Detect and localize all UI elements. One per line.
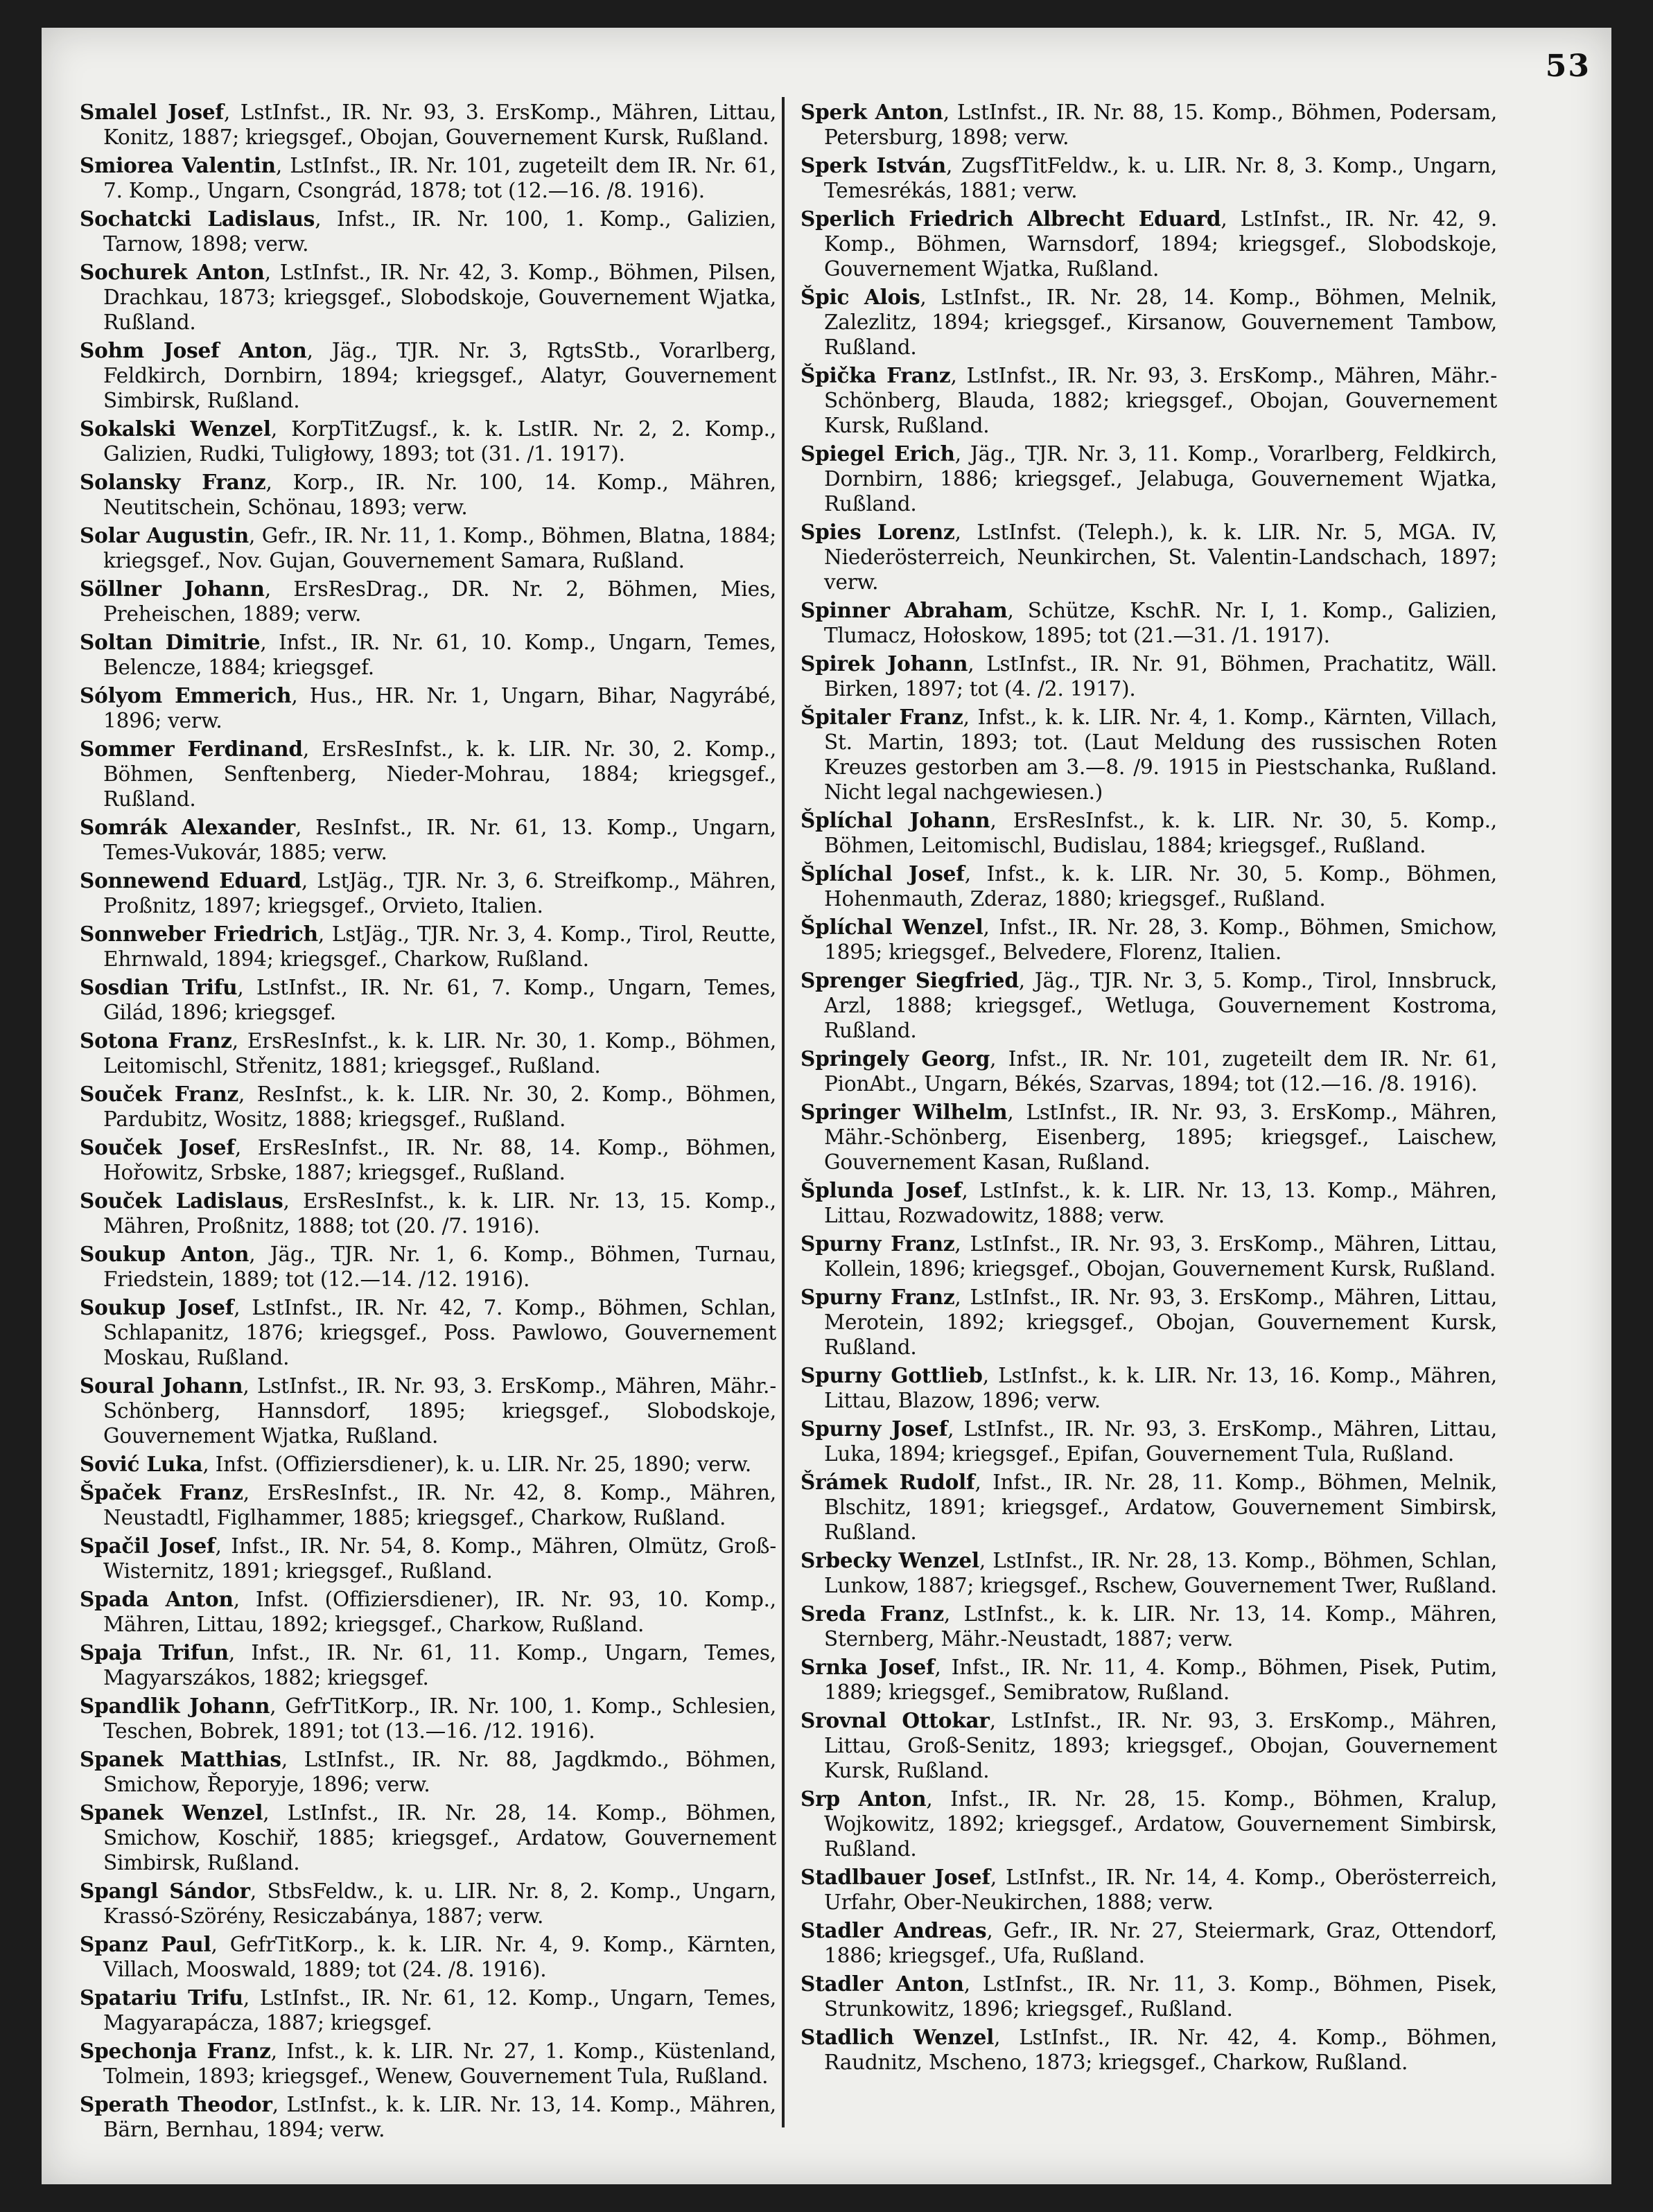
- list-entry: [801, 968, 1497, 1043]
- entry-name: Sólyom Emmerich: [80, 683, 292, 708]
- list-entry: [80, 100, 776, 150]
- entry-name: Söllner Johann: [80, 577, 265, 601]
- entry-details: , LstInfst., IR. Nr. 28, 14. Komp., Böhmen, Melnik, Zalezlitz, 1894; kriegsgef., Kirsanow, Gouvernement Tambow, Rußland.: [824, 286, 1497, 359]
- entry-details: , ErsResInfst., IR. Nr. 42, 8. Komp., Mähren, Neustadtl, Figlhammer, 1885; kriegsgef., Charkow, Rußland.: [103, 1481, 776, 1529]
- list-entry: [801, 651, 1497, 701]
- entry-name: Souček Franz: [80, 1082, 239, 1106]
- entry-name: Sonnewend Eduard: [80, 868, 301, 893]
- entry-name: Smiorea Valentin: [80, 153, 276, 177]
- column-left: [80, 100, 776, 2145]
- entry-name: Soukup Josef: [80, 1295, 234, 1319]
- list-entry: [80, 1295, 776, 1370]
- entry-name: Srp Anton: [801, 1787, 927, 1811]
- entry-name: Spurny Franz: [801, 1231, 955, 1256]
- list-entry: [80, 1879, 776, 1929]
- entry-name: Stadler Andreas: [801, 1918, 987, 1942]
- entry-name: Sochatcki Ladislaus: [80, 207, 315, 231]
- list-entry: [80, 260, 776, 335]
- column-right: [801, 100, 1497, 2078]
- entry-name: Srnka Josef: [801, 1655, 935, 1679]
- entry-name: Soukup Anton: [80, 1242, 250, 1266]
- entry-details: , ErsResInfst., IR. Nr. 88, 14. Komp., Böhmen, Hořowitz, Srbske, 1887; kriegsgef., Rußland.: [103, 1136, 776, 1184]
- entry-details: , Infst., IR. Nr. 61, 11. Komp., Ungarn, Temes, Magyarszákos, 1882; kriegsgef.: [103, 1641, 776, 1689]
- entry-details: , Gefr., IR. Nr. 27, Steiermark, Graz, Ottendorf, 1886; kriegsgef., Ufa, Rußland.: [824, 1919, 1497, 1967]
- entry-details: , Infst. (Offiziersdiener), k. u. LIR. Nr. 25, 1890; verw.: [202, 1452, 752, 1476]
- entry-name: Spurny Josef: [801, 1416, 948, 1441]
- entry-name: Šrámek Rudolf: [801, 1470, 975, 1494]
- entry-name: Souček Josef: [80, 1135, 235, 1159]
- entry-name: Smalel Josef: [80, 100, 224, 124]
- entry-name: Sotona Franz: [80, 1028, 232, 1053]
- entry-details: , Infst., IR. Nr. 61, 10. Komp., Ungarn, Temes, Belencze, 1884; kriegsgef.: [103, 631, 776, 679]
- entry-name: Spanz Paul: [80, 1932, 211, 1956]
- list-entry: [80, 868, 776, 918]
- entry-name: Spada Anton: [80, 1587, 234, 1611]
- entry-name: Srovnal Ottokar: [801, 1708, 990, 1732]
- entry-details: , Infst., IR. Nr. 100, 1. Komp., Galizien, Tarnow, 1898; verw.: [103, 207, 776, 256]
- list-entry: [801, 1601, 1497, 1651]
- entry-name: Souček Ladislaus: [80, 1188, 283, 1213]
- entry-details: , Infst. (Offiziersdiener), IR. Nr. 93, 10. Komp., Mähren, Littau, 1892; kriegsgef., Charkow, Rußland.: [103, 1588, 776, 1636]
- list-entry: [801, 1178, 1497, 1228]
- list-entry: [80, 1694, 776, 1744]
- entry-name: Spurny Franz: [801, 1285, 955, 1309]
- list-entry: [801, 100, 1497, 150]
- list-entry: [801, 1787, 1497, 1861]
- entry-name: Spies Lorenz: [801, 520, 955, 544]
- entry-details: , LstInfst., IR. Nr. 93, 3. ErsKomp., Mähren, Littau, Groß-Senitz, 1893; kriegsgef., Obojan, Gouvernement Kursk, Rußland.: [824, 1709, 1497, 1782]
- list-entry: [80, 2039, 776, 2089]
- entry-details: , Jäg., TJR. Nr. 3, RgtsStb., Vorarlberg, Feldkirch, Dornbirn, 1894; kriegsgef., Alatyr, Gouvernement Simbirsk, Rußland.: [103, 339, 777, 412]
- entry-details: , Infst., IR. Nr. 54, 8. Komp., Mähren, Olmütz, Groß-Wisternitz, 1891; kriegsgef., Rußland.: [103, 1534, 776, 1583]
- entry-details: , LstInfst., IR. Nr. 91, Böhmen, Prachatitz, Wäll. Birken, 1897; tot (4. /2. 1917).: [824, 652, 1497, 701]
- entry-name: Sonnweber Friedrich: [80, 922, 318, 946]
- entry-details: , Infst., k. k. LIR. Nr. 4, 1. Komp., Kärnten, Villach, St. Martin, 1893; tot. (Laut Meldung des russischen Roten Kreuzes gestorben am 3.—8. /9. 1915 in Piestschanka, Rußland. Nicht legal nachgewiesen.): [824, 705, 1498, 804]
- entry-name: Špitaler Franz: [801, 705, 963, 729]
- entry-name: Spechonja Franz: [80, 2039, 271, 2063]
- entry-details: , LstInfst., IR. Nr. 93, 3. ErsKomp., Mähren, Mähr.-Schönberg, Blauda, 1882; kriegsgef., Obojan, Gouvernement Kursk, Rußland.: [824, 364, 1497, 437]
- entry-name: Somrák Alexander: [80, 815, 296, 839]
- entry-name: Sohm Josef Anton: [80, 338, 307, 362]
- entry-details: , StbsFeldw., k. u. LIR. Nr. 8, 2. Komp., Ungarn, Krassó-Szörény, Resiczabánya, 1887; verw.: [103, 1879, 776, 1928]
- list-entry: [801, 1972, 1497, 2021]
- entry-name: Spatariu Trifu: [80, 1985, 243, 2010]
- list-entry: [80, 2092, 776, 2142]
- list-entry: [801, 1655, 1497, 1705]
- list-entry: [801, 1865, 1497, 1915]
- list-entry: [80, 1242, 776, 1292]
- entry-details: , ResInfst., IR. Nr. 61, 13. Komp., Ungarn, Temes-Vukovár, 1885; verw.: [103, 816, 776, 864]
- list-entry: [80, 1373, 776, 1448]
- entry-details: , Infst., k. k. LIR. Nr. 30, 5. Komp., Böhmen, Hohenmauth, Zderaz, 1880; kriegsgef., Rußland.: [824, 862, 1497, 911]
- entry-details: , LstInfst., IR. Nr. 42, 3. Komp., Böhmen, Pilsen, Drachkau, 1873; kriegsgef., Slobodskoje, Gouvernement Wjatka, Rußland.: [103, 261, 776, 334]
- list-entry: [80, 1452, 776, 1477]
- list-entry: [80, 416, 776, 466]
- entry-name: Spirek Johann: [801, 651, 968, 676]
- entry-details: , ErsResInfst., k. k. LIR. Nr. 30, 1. Komp., Böhmen, Leitomischl, Střenitz, 1881; kriegsgef., Rußland.: [103, 1029, 777, 1078]
- list-entry: [801, 1470, 1497, 1545]
- list-entry: [80, 1985, 776, 2035]
- entry-name: Sprenger Siegfried: [801, 968, 1019, 992]
- entry-details: , Infst., IR. Nr. 101, zugeteilt dem IR. Nr. 61, PionAbt., Ungarn, Békés, Szarvas, 1894; tot (12.—16. /8. 1916).: [824, 1047, 1497, 1096]
- list-entry: [801, 1363, 1497, 1413]
- list-entry: [801, 1285, 1497, 1360]
- entry-name: Šplíchal Johann: [801, 808, 990, 832]
- list-entry: [801, 285, 1497, 360]
- list-entry: [80, 1534, 776, 1583]
- entry-details: , ZugsfTitFeldw., k. u. LIR. Nr. 8, 3. Komp., Ungarn, Temesrékás, 1881; verw.: [824, 154, 1497, 202]
- entry-details: , LstInfst., IR. Nr. 28, 13. Komp., Böhmen, Schlan, Lunkow, 1887; kriegsgef., Rschew, Gouvernement Twer, Rußland.: [824, 1549, 1497, 1597]
- list-entry: [801, 598, 1497, 648]
- entry-details: , LstInfst., IR. Nr. 14, 4. Komp., Oberösterreich, Urfahr, Ober-Neukirchen, 1888; verw.: [824, 1866, 1497, 1914]
- list-entry: [80, 1188, 776, 1238]
- entry-details: , KorpTitZugsf., k. k. LstIR. Nr. 2, 2. Komp., Galizien, Rudki, Tuligłowy, 1893; tot (31. /1. 1917).: [103, 417, 777, 466]
- list-entry: [801, 363, 1497, 438]
- list-entry: [80, 1480, 776, 1530]
- list-entry: [801, 915, 1497, 965]
- entry-name: Spangl Sándor: [80, 1879, 250, 1903]
- entry-details: , Jäg., TJR. Nr. 3, 5. Komp., Tirol, Innsbruck, Arzl, 1888; kriegsgef., Wetluga, Gouvernement Kostroma, Rußland.: [824, 969, 1497, 1042]
- entry-details: , GefrTitKorp., IR. Nr. 100, 1. Komp., Schlesien, Teschen, Bobrek, 1891; tot (13.—16. /12. 1916).: [103, 1694, 776, 1743]
- entry-name: Šplíchal Josef: [801, 861, 965, 886]
- entry-details: , LstInfst., IR. Nr. 93, 3. ErsKomp., Mähren, Littau, Merotein, 1892; kriegsgef., Obojan, Gouvernement Kursk, Rußland.: [824, 1285, 1497, 1359]
- entry-details: , ResInfst., k. k. LIR. Nr. 30, 2. Komp., Böhmen, Pardubitz, Wositz, 1888; kriegsgef., Rußland.: [103, 1082, 776, 1131]
- entry-name: Sperk István: [801, 153, 946, 177]
- list-entry: [801, 1100, 1497, 1175]
- entry-name: Soural Johann: [80, 1373, 243, 1398]
- entry-name: Sokalski Wenzel: [80, 416, 271, 441]
- entry-details: , Infst., IR. Nr. 28, 15. Komp., Böhmen, Kralup, Wojkowitz, 1892; kriegsgef., Ardatow, Gouvernement Simbirsk, Rußland.: [824, 1787, 1498, 1861]
- entry-name: Stadler Anton: [801, 1972, 964, 1996]
- entry-details: , LstInfst., IR. Nr. 88, Jagdkmdo., Böhmen, Smichow, Řeporyje, 1896; verw.: [103, 1748, 777, 1796]
- list-entry: [80, 207, 776, 256]
- list-entry: [80, 922, 776, 972]
- list-entry: [80, 1932, 776, 1982]
- entry-details: , LstInfst., k. k. LIR. Nr. 13, 16. Komp., Mähren, Littau, Blazow, 1896; verw.: [824, 1364, 1497, 1412]
- entry-details: , LstInfst., IR. Nr. 88, 15. Komp., Böhmen, Podersam, Petersburg, 1898; verw.: [824, 100, 1498, 149]
- entry-name: Spiegel Erich: [801, 441, 955, 466]
- entry-name: Stadlich Wenzel: [801, 2025, 995, 2049]
- list-entry: [80, 630, 776, 680]
- list-entry: [801, 1416, 1497, 1466]
- column-divider: [782, 97, 785, 2127]
- entry-details: , LstInfst., IR. Nr. 93, 3. ErsKomp., Mähren, Littau, Konitz, 1887; kriegsgef., Obojan, Gouvernement Kursk, Rußland.: [103, 100, 777, 149]
- entry-name: Springely Georg: [801, 1046, 990, 1071]
- list-entry: [801, 520, 1497, 595]
- entry-name: Sperath Theodor: [80, 2092, 272, 2116]
- entry-name: Srbecky Wenzel: [801, 1548, 979, 1572]
- list-entry: [801, 1231, 1497, 1281]
- entry-details: , ErsResInfst., k. k. LIR. Nr. 30, 5. Komp., Böhmen, Leitomischl, Budislau, 1884; kriegsgef., Rußland.: [824, 809, 1497, 857]
- list-entry: [801, 1918, 1497, 1968]
- entry-name: Solar Augustin: [80, 523, 249, 547]
- entry-name: Sreda Franz: [801, 1601, 944, 1626]
- entry-name: Sommer Ferdinand: [80, 737, 303, 761]
- entry-details: , LstInfst., IR. Nr. 42, 9. Komp., Böhmen, Warnsdorf, 1894; kriegsgef., Slobodskoje, Gouvernement Wjatka, Rußland.: [824, 207, 1497, 281]
- list-entry: [80, 975, 776, 1025]
- entry-details: , LstInfst., k. k. LIR. Nr. 13, 14. Komp., Mähren, Sternberg, Mähr.-Neustadt, 1887; verw.: [824, 1602, 1497, 1651]
- entry-name: Špic Alois: [801, 285, 920, 309]
- list-entry: [80, 737, 776, 811]
- list-entry: [80, 1135, 776, 1185]
- entry-name: Spinner Abraham: [801, 598, 1008, 622]
- entry-name: Spanek Matthias: [80, 1747, 281, 1771]
- entry-details: , LstInfst., IR. Nr. 11, 3. Komp., Böhmen, Pisek, Strunkowitz, 1896; kriegsgef., Rußland.: [824, 1972, 1497, 2021]
- entry-name: Šplunda Josef: [801, 1178, 962, 1202]
- entry-name: Šplíchal Wenzel: [801, 915, 983, 939]
- entry-details: , LstInfst., IR. Nr. 93, 3. ErsKomp., Mähren, Mähr.-Schönberg, Eisenberg, 1895; kriegsgef., Laischew, Gouvernement Kasan, Rußland.: [824, 1100, 1497, 1174]
- list-entry: [801, 153, 1497, 203]
- entry-details: , Infst., IR. Nr. 11, 4. Komp., Böhmen, Pisek, Putim, 1889; kriegsgef., Semibratow, Rußland.: [824, 1656, 1497, 1704]
- entry-details: , Infst., IR. Nr. 28, 3. Komp., Böhmen, Smichow, 1895; kriegsgef., Belvedere, Florenz, Italien.: [824, 915, 1497, 964]
- list-entry: [801, 207, 1497, 281]
- list-entry: [80, 470, 776, 520]
- entry-details: , LstJäg., TJR. Nr. 3, 6. Streifkomp., Mähren, Proßnitz, 1897; kriegsgef., Orvieto, Italien.: [103, 869, 776, 918]
- document-page: [42, 28, 1611, 2184]
- entry-name: Sperlich Friedrich Albrecht Eduard: [801, 207, 1221, 231]
- entry-details: , Schütze, KschR. Nr. I, 1. Komp., Galizien, Tlumacz, Hołoskow, 1895; tot (21.—31. /1. 1917).: [824, 599, 1497, 647]
- entry-name: Spandlik Johann: [80, 1694, 270, 1718]
- list-entry: [80, 1082, 776, 1132]
- list-entry: [801, 1708, 1497, 1783]
- list-entry: [80, 1800, 776, 1875]
- entry-name: Stadlbauer Josef: [801, 1865, 990, 1889]
- entry-details: , LstInfst., IR. Nr. 93, 3. ErsKomp., Mähren, Mähr.-Schönberg, Hannsdorf, 1895; kriegsgef., Slobodskoje, Gouvernement Wjatka, Rußland.: [103, 1374, 776, 1448]
- entry-details: , ErsResInfst., k. k. LIR. Nr. 30, 2. Komp., Böhmen, Senftenberg, Nieder-Mohrau, 1884; kriegsgef., Rußland.: [103, 737, 776, 811]
- entry-name: Špička Franz: [801, 363, 951, 387]
- entry-name: Spaja Trifun: [80, 1640, 229, 1665]
- entry-details: , LstInfst., IR. Nr. 61, 12. Komp., Ungarn, Temes, Magyarapácza, 1887; kriegsgef.: [103, 1986, 776, 2035]
- list-entry: [80, 683, 776, 733]
- list-entry: [801, 808, 1497, 858]
- list-entry: [80, 577, 776, 626]
- entry-details: , Gefr., IR. Nr. 11, 1. Komp., Böhmen, Blatna, 1884; kriegsgef., Nov. Gujan, Gouvernement Samara, Rußland.: [103, 524, 776, 572]
- entry-details: , LstInfst., IR. Nr. 61, 7. Komp., Ungarn, Temes, Gilád, 1896; kriegsgef.: [103, 976, 776, 1024]
- entry-name: Spurny Gottlieb: [801, 1363, 983, 1387]
- entry-details: , Korp., IR. Nr. 100, 14. Komp., Mähren, Neutitschein, Schönau, 1893; verw.: [103, 471, 776, 519]
- entry-details: , ErsResDrag., DR. Nr. 2, Böhmen, Mies, Preheischen, 1889; verw.: [103, 577, 777, 626]
- list-entry: [801, 1046, 1497, 1096]
- entry-name: Soltan Dimitrie: [80, 630, 261, 654]
- list-entry: [80, 338, 776, 413]
- entry-details: , LstInfst. (Teleph.), k. k. LIR. Nr. 5, MGA. IV, Niederösterreich, Neunkirchen, St. Valentin-Landschach, 1897; verw.: [824, 520, 1497, 594]
- entry-details: , LstInfst., IR. Nr. 42, 7. Komp., Böhmen, Schlan, Schlapanitz, 1876; kriegsgef., Poss. Pawlowo, Gouvernement Moskau, Rußland.: [103, 1296, 776, 1369]
- list-entry: [801, 2025, 1497, 2075]
- entry-details: , Jäg., TJR. Nr. 3, 11. Komp., Vorarlberg, Feldkirch, Dornbirn, 1886; kriegsgef., Jelabuga, Gouvernement Wjatka, Rußland.: [824, 442, 1497, 516]
- entry-details: , LstInfst., IR. Nr. 42, 4. Komp., Böhmen, Raudnitz, Mscheno, 1873; kriegsgef., Charkow, Rußland.: [824, 2026, 1497, 2074]
- entry-name: Springer Wilhelm: [801, 1100, 1008, 1124]
- entry-details: , ErsResInfst., k. k. LIR. Nr. 13, 15. Komp., Mähren, Proßnitz, 1888; tot (20. /7. 1916).: [103, 1189, 776, 1238]
- entry-details: , LstInfst., IR. Nr. 28, 14. Komp., Böhmen, Smichow, Koschiř, 1885; kriegsgef., Ardatow, Gouvernement Simbirsk, Rußland.: [103, 1801, 776, 1875]
- entry-name: Sperk Anton: [801, 100, 943, 124]
- entry-details: , LstInfst., k. k. LIR. Nr. 13, 13. Komp., Mähren, Littau, Rozwadowitz, 1888; verw.: [824, 1179, 1497, 1227]
- entry-details: , LstInfst., IR. Nr. 101, zugeteilt dem IR. Nr. 61, 7. Komp., Ungarn, Csongrád, 1878; tot (12.—16. /8. 1916).: [103, 154, 776, 202]
- entry-name: Špaček Franz: [80, 1480, 243, 1504]
- list-entry: [80, 523, 776, 573]
- entry-name: Sosdian Trifu: [80, 975, 238, 999]
- entry-details: , Jäg., TJR. Nr. 1, 6. Komp., Böhmen, Turnau, Friedstein, 1889; tot (12.—14. /12. 1916).: [103, 1243, 776, 1291]
- list-entry: [801, 441, 1497, 516]
- entry-details: , Infst., k. k. LIR. Nr. 27, 1. Komp., Küstenland, Tolmein, 1893; kriegsgef., Wenew, Gouvernement Tula, Rußland.: [103, 2039, 776, 2088]
- entry-name: Spanek Wenzel: [80, 1800, 263, 1825]
- list-entry: [80, 1028, 776, 1078]
- entry-details: , LstInfst., IR. Nr. 93, 3. ErsKomp., Mähren, Littau, Kollein, 1896; kriegsgef., Obojan, Gouvernement Kursk, Rußland.: [824, 1232, 1497, 1281]
- entry-name: Solansky Franz: [80, 470, 266, 494]
- list-entry: [80, 815, 776, 865]
- entry-details: , Hus., HR. Nr. 1, Ungarn, Bihar, Nagyrábé, 1896; verw.: [103, 684, 776, 732]
- entry-name: Sović Luka: [80, 1452, 203, 1476]
- entry-details: , LstInfst., IR. Nr. 93, 3. ErsKomp., Mähren, Littau, Luka, 1894; kriegsgef., Epifan, Gouvernement Tula, Rußland.: [824, 1417, 1497, 1466]
- list-entry: [801, 705, 1497, 805]
- entry-details: , Infst., IR. Nr. 28, 11. Komp., Böhmen, Melnik, Blschitz, 1891; kriegsgef., Ardatow, Gouvernement Simbirsk, Rußland.: [824, 1471, 1498, 1544]
- list-entry: [80, 1587, 776, 1637]
- entry-name: Sochurek Anton: [80, 260, 265, 284]
- entry-name: Spačil Josef: [80, 1534, 216, 1558]
- list-entry: [80, 1747, 776, 1797]
- entry-details: , LstInfst., k. k. LIR. Nr. 13, 14. Komp., Mähren, Bärn, Bernhau, 1894; verw.: [103, 2093, 776, 2141]
- list-entry: [80, 153, 776, 203]
- entry-details: , LstJäg., TJR. Nr. 3, 4. Komp., Tirol, Reutte, Ehrnwald, 1894; kriegsgef., Charkow, Rußland.: [103, 922, 776, 971]
- list-entry: [80, 1640, 776, 1690]
- list-entry: [801, 1548, 1497, 1598]
- list-entry: [801, 861, 1497, 911]
- entry-details: , GefrTitKorp., k. k. LIR. Nr. 4, 9. Komp., Kärnten, Villach, Mooswald, 1889; tot (24. /8. 1916).: [103, 1933, 776, 1981]
- page-number: 53: [1545, 49, 1591, 84]
